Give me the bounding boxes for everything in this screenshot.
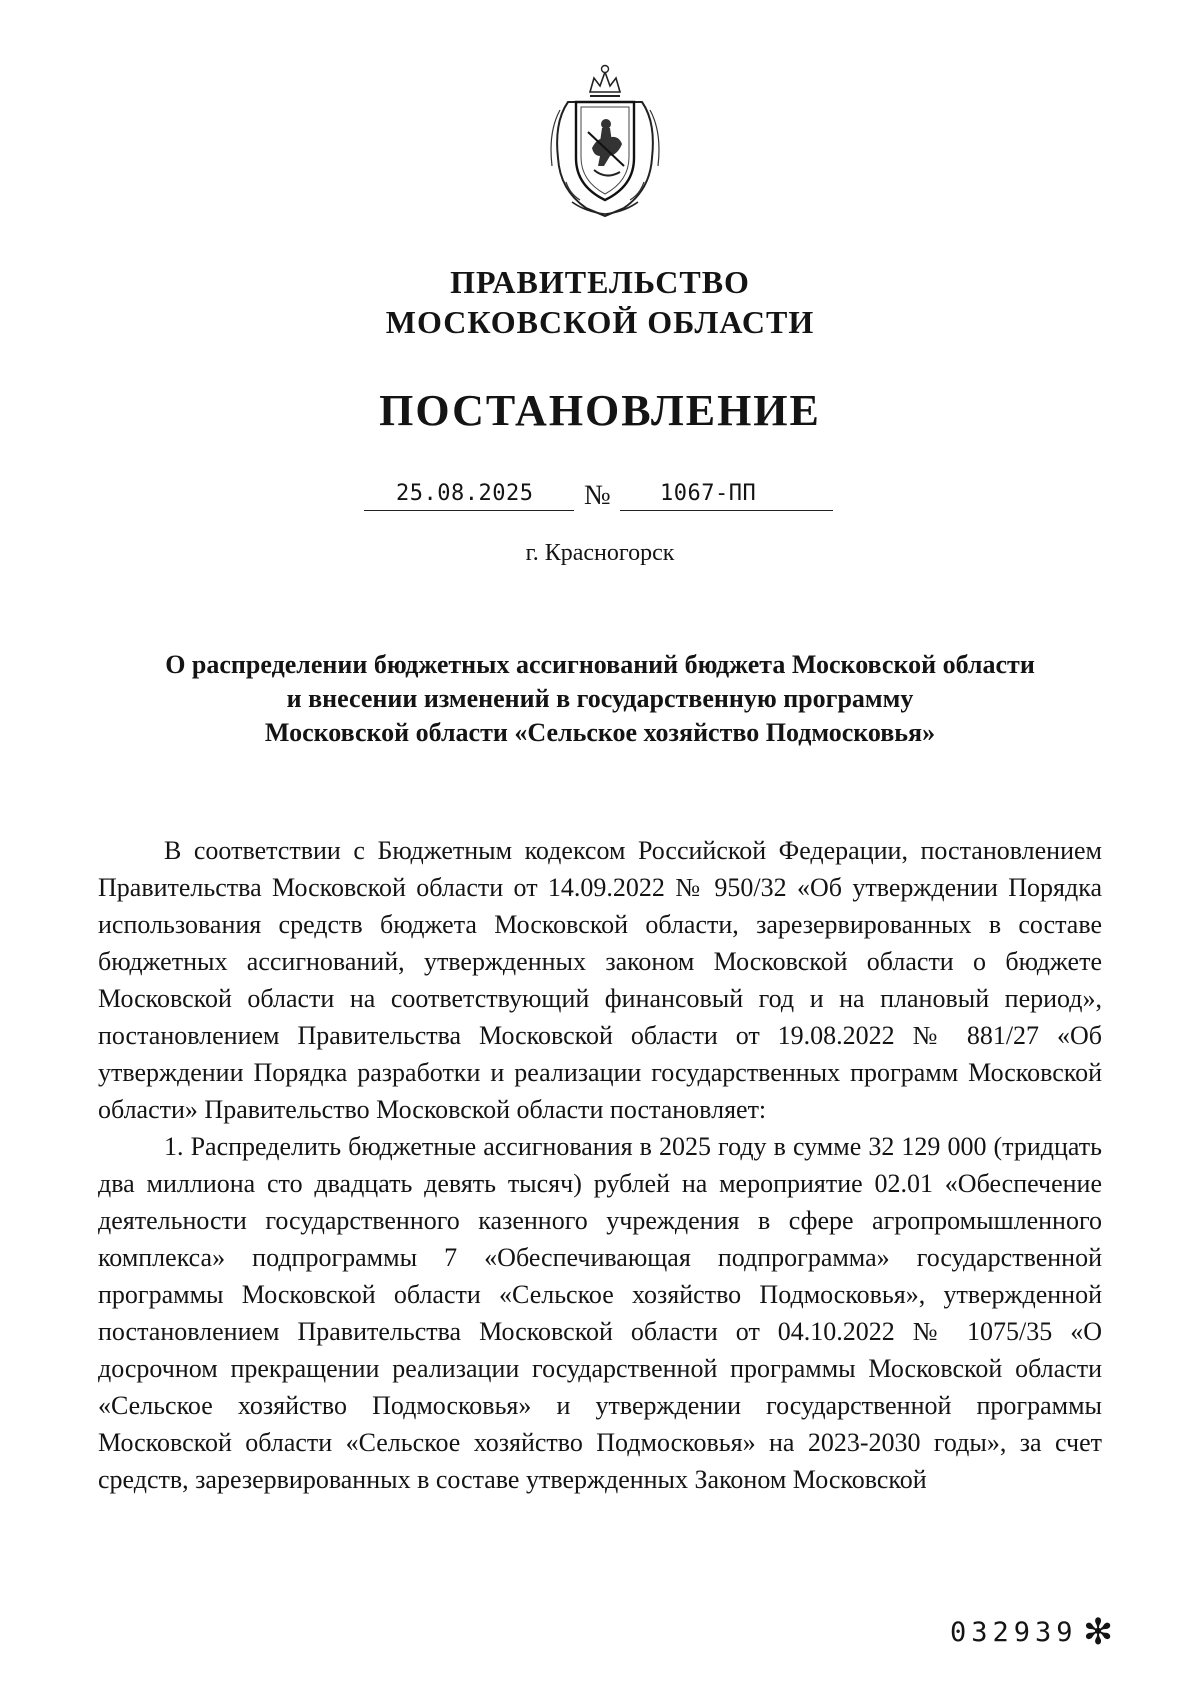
date-field: [364, 470, 574, 511]
document-title-line2: и внесении изменений в государственную программу: [286, 684, 914, 713]
document-body: [98, 832, 1102, 1498]
number-field: [620, 470, 833, 511]
city-line: г. Красногорск: [525, 540, 675, 566]
government-name-line2: МОСКОВСКОЙ ОБЛАСТИ: [385, 304, 815, 340]
clause-1-paragraph: 1. Распределить бюджетные ассигнования в 2025 году в сумме 32 129 000 (тридцать два миллиона сто двадцать девять тысяч) рублей на мероприятие 02.01 «Обеспечение деятельности государственного казенного учреждения в сфере агропромышленного комплекса» подпрограммы 7 «Обеспечивающая подпрограмма» государственной программы Московской области «Сельское хозяйство Подмосковья», утвержденной постановлением Правительства Московской области от 04.10.2022 № 1075/35 «О досрочном прекращении реализации государственной программы Московской области «Сельское хозяйство Подмосковья» и утверждении государственной программы Московской области «Сельское хозяйство Подмосковья» на 2023-2030 годы», за счет средств, зарезервированных в составе утвержденных Законом Московской: [98, 1132, 1102, 1494]
coat-of-arms-emblem: [546, 62, 664, 220]
number-sign: №: [584, 480, 611, 511]
document-type-heading: ПОСТАНОВЛЕНИЕ: [379, 386, 821, 435]
document-title-line1: О распределении бюджетных ассигнований бюджета Московской области: [165, 650, 1035, 679]
date-value: 25.08.2025: [396, 481, 534, 506]
government-name-line1: ПРАВИТЕЛЬСТВО: [450, 264, 750, 300]
document-title-line3: Московской области «Сельское хозяйство Подмосковья»: [264, 718, 936, 747]
form-serial-number: 032939: [950, 1617, 1078, 1648]
asterisk-mark-icon: ✻: [1083, 1612, 1114, 1652]
number-value: 1067-ПП: [660, 481, 757, 506]
preamble-paragraph: В соответствии с Бюджетным кодексом Российской Федерации, постановлением Правительства Московской области от 14.09.2022 № 950/32 «Об утверждении Порядка использования средств бюджета Московской области, зарезервированных в составе бюджетных ассигнований, утвержденных законом Московской области о бюджете Московской области на соответствующий финансовый год и на плановый период», постановлением Правительства Московской области от 19.08.2022 № 881/27 «Об утверждении Порядка разработки и реализации государственных программ Московской области» Правительство Московской области постановляет:: [98, 836, 1102, 1124]
